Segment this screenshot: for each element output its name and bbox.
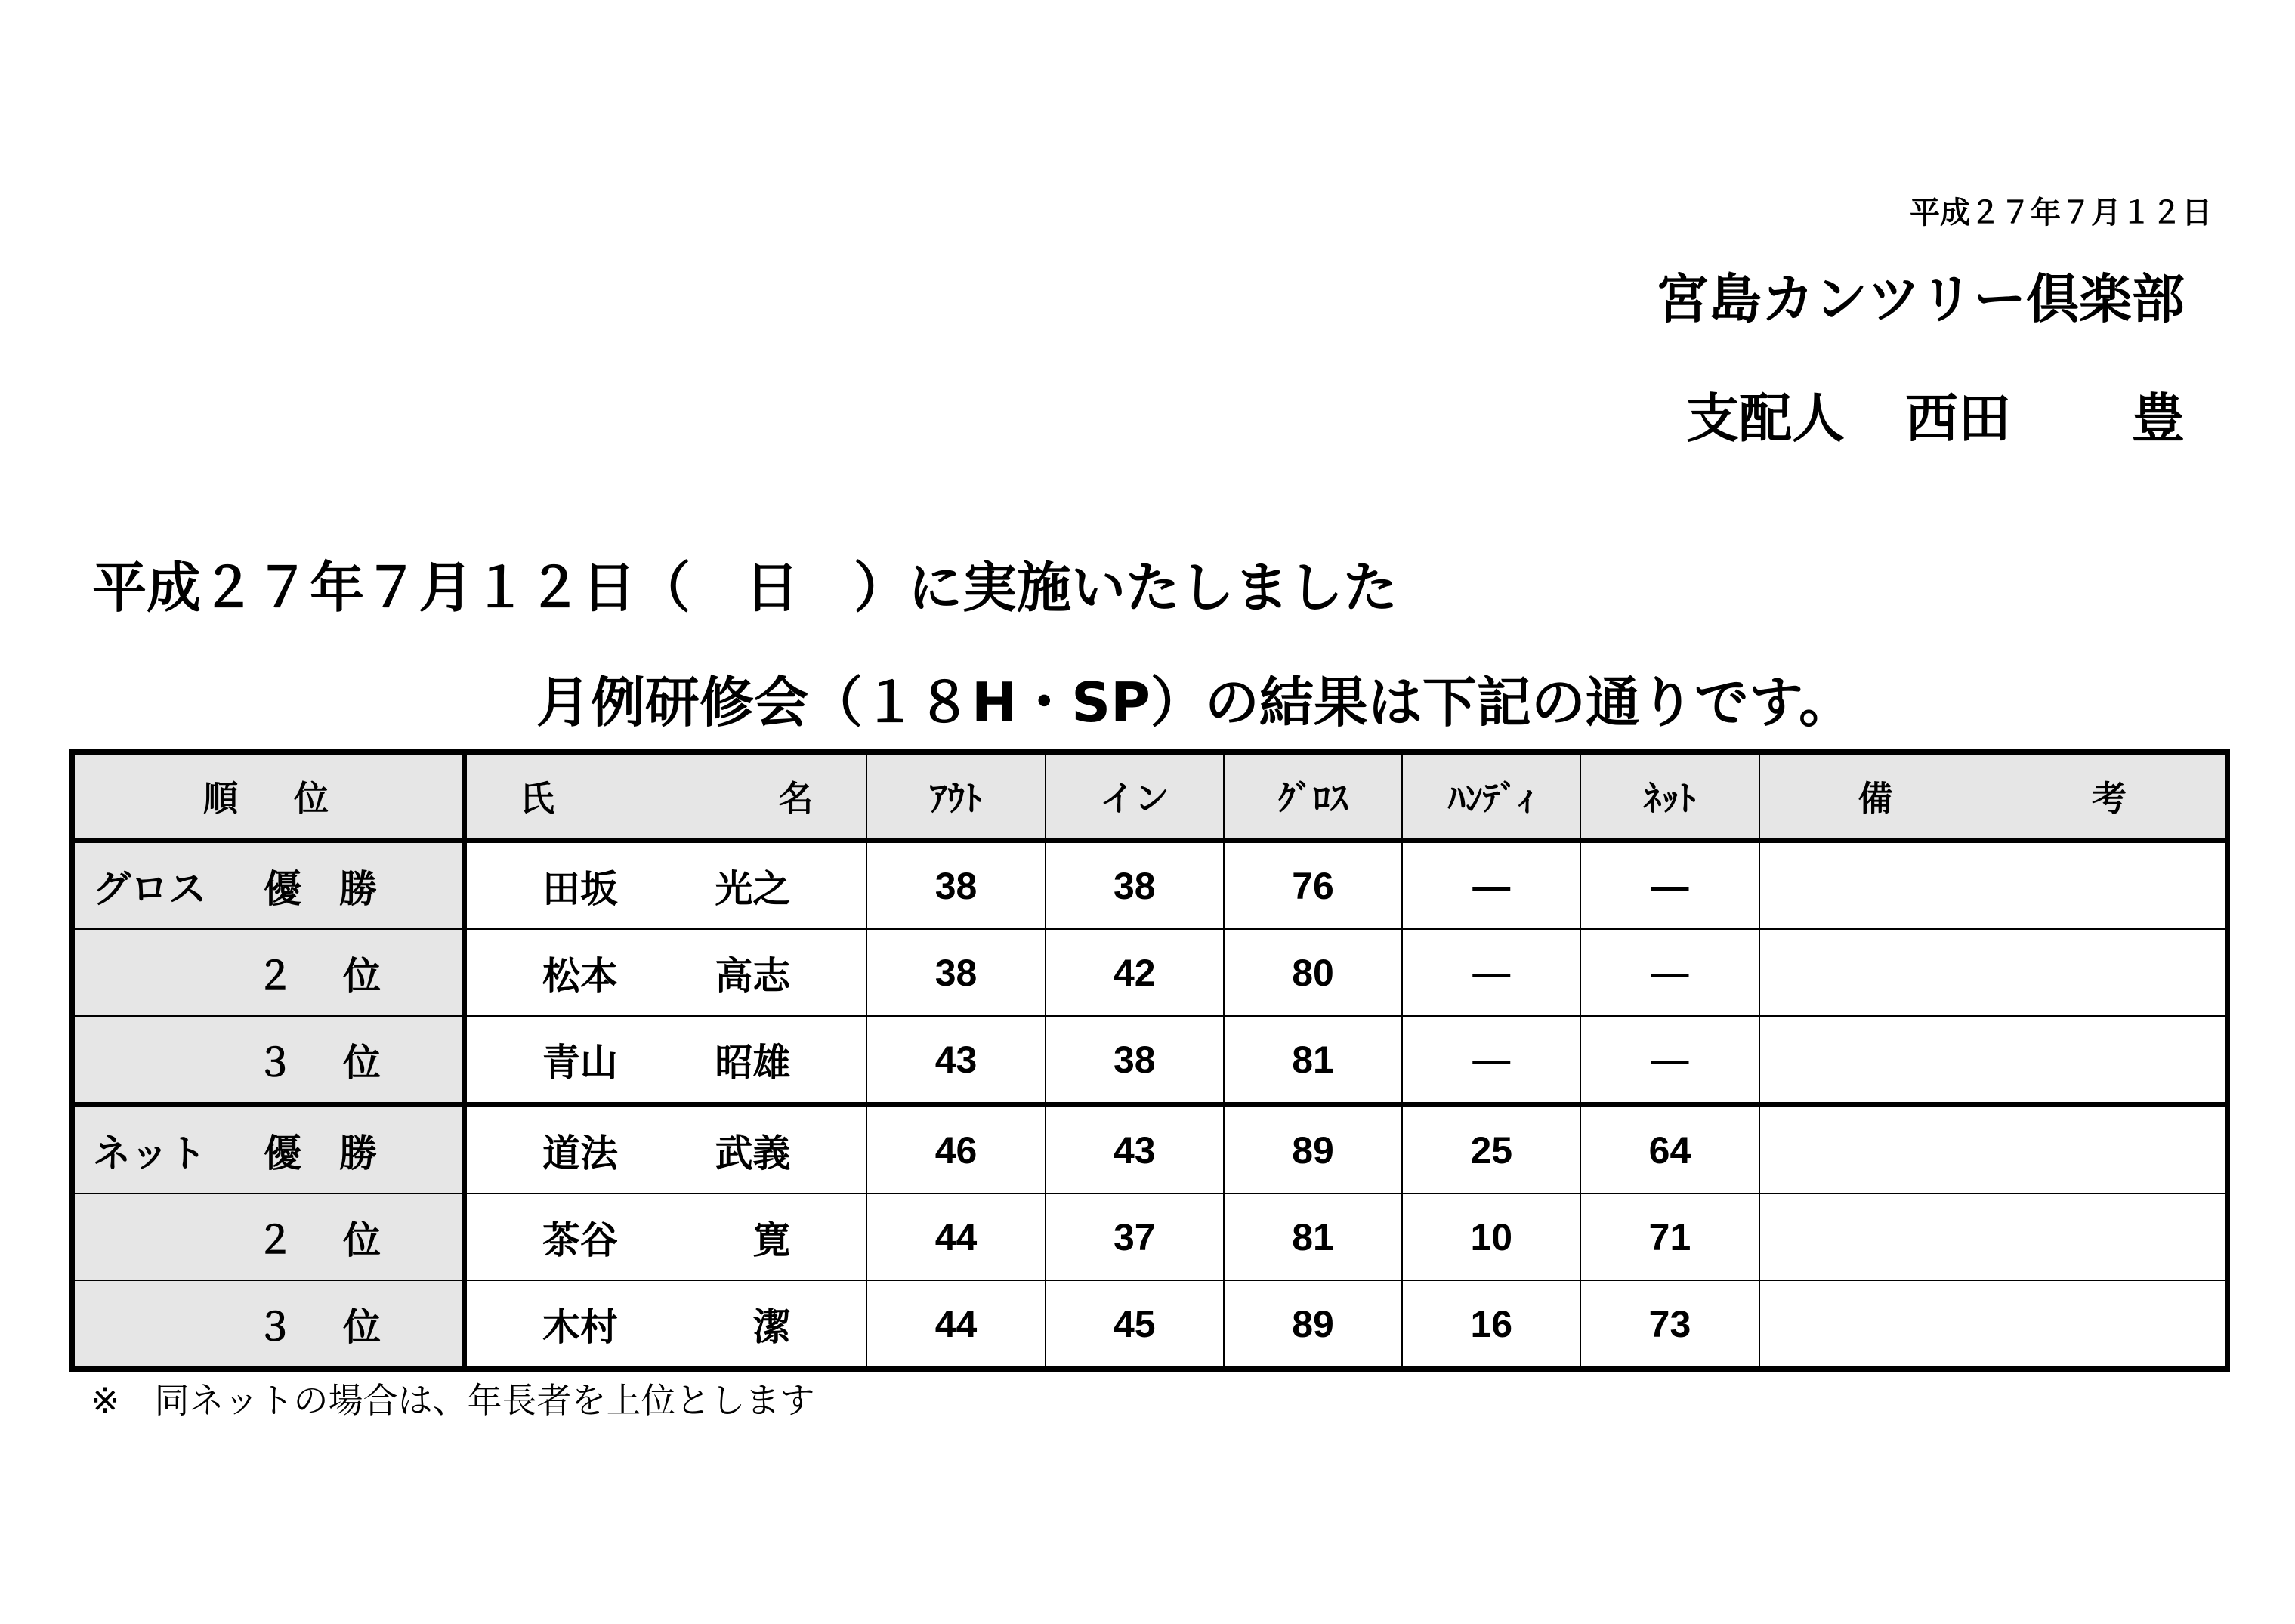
header-gross: ｸﾞﾛｽ (1224, 752, 1402, 841)
rank-number: ３ (256, 1040, 294, 1085)
family-name: 田坂 (542, 866, 618, 911)
in-score: 38 (1046, 1016, 1224, 1105)
net-score: 73 (1580, 1280, 1759, 1369)
rank-label: 位 (343, 953, 381, 998)
in-score: 45 (1046, 1280, 1224, 1369)
remarks (1759, 841, 2228, 930)
family-name: 松本 (542, 953, 618, 998)
out-score: 38 (866, 841, 1045, 930)
family-name: 木村 (542, 1304, 618, 1349)
table-row (73, 929, 2228, 1016)
table-row (73, 1105, 2228, 1194)
handicap: 25 (1402, 1105, 1580, 1194)
remarks (1759, 1105, 2228, 1194)
header-name-left: 氏 (519, 778, 554, 819)
document-date: 平成２７年７月１２日 (1910, 196, 2212, 230)
given-name: 高志 (715, 953, 791, 998)
player-name (464, 1193, 866, 1280)
out-score: 43 (866, 1016, 1045, 1105)
in-score: 37 (1046, 1193, 1224, 1280)
rank-number: ３ (256, 1304, 294, 1349)
family-name: 道法 (542, 1131, 618, 1175)
given-name: 寛 (752, 1218, 791, 1262)
remarks (1759, 1280, 2228, 1369)
header-out: ｱｳﾄ (866, 752, 1045, 841)
player-name (464, 1105, 866, 1194)
rank-cell (73, 1016, 465, 1105)
handicap: ― (1402, 1016, 1580, 1105)
net-score: ― (1580, 1016, 1759, 1105)
header-net: ﾈｯﾄ (1580, 752, 1759, 841)
net-score: 64 (1580, 1105, 1759, 1194)
header-rank-right: 位 (294, 778, 329, 819)
table-row (73, 1016, 2228, 1105)
handicap: 10 (1402, 1193, 1580, 1280)
header-remarks-right: 考 (2092, 778, 2127, 819)
remarks (1759, 1193, 2228, 1280)
manager-given-name: 豊 (2132, 387, 2185, 449)
header-name (464, 752, 866, 841)
header-handicap: ﾊﾝﾃﾞｨ (1402, 752, 1580, 841)
handicap: ― (1402, 929, 1580, 1016)
in-score: 42 (1046, 929, 1224, 1016)
rank-cell (73, 1280, 465, 1369)
handicap: ― (1402, 841, 1580, 930)
results-table (69, 749, 2230, 1372)
net-score: 71 (1580, 1193, 1759, 1280)
rank-label: 優 勝 (264, 1131, 377, 1175)
net-score: ― (1580, 841, 1759, 930)
table-row (73, 841, 2228, 930)
header-in: イン (1046, 752, 1224, 841)
out-score: 46 (866, 1105, 1045, 1194)
rank-label: 位 (343, 1218, 381, 1262)
out-score: 44 (866, 1193, 1045, 1280)
net-score: ― (1580, 929, 1759, 1016)
manager-title: 支配人 (1686, 387, 1845, 449)
header-remarks-left: 備 (1858, 778, 1893, 819)
family-name: 青山 (542, 1040, 618, 1085)
gross-score: 89 (1224, 1280, 1402, 1369)
intro-line-1: 平成２７年７月１２日（ 日 ）に実施いたしました (92, 556, 1398, 619)
rank-number: ２ (256, 953, 294, 998)
handicap: 16 (1402, 1280, 1580, 1369)
rank-label: 位 (343, 1040, 381, 1085)
rank-cell (73, 841, 465, 930)
rank-number: ２ (256, 1218, 294, 1262)
rank-label: 位 (343, 1304, 381, 1349)
table-header-row (73, 752, 2228, 841)
remarks (1759, 929, 2228, 1016)
footnote: ※ 同ネットの場合は、年長者を上位とします (91, 1380, 815, 1421)
in-score: 43 (1046, 1105, 1224, 1194)
gross-score: 81 (1224, 1193, 1402, 1280)
given-name: 光之 (715, 866, 791, 911)
rank-category: グロス (93, 866, 206, 911)
in-score: 38 (1046, 841, 1224, 930)
manager-signature (1686, 376, 2185, 452)
rank-cell (73, 1193, 465, 1280)
rank-cell (73, 1105, 465, 1194)
player-name (464, 929, 866, 1016)
manager-family-name: 西田 (1905, 387, 2011, 449)
header-name-right: 名 (778, 778, 814, 819)
rank-cell (73, 929, 465, 1016)
header-rank-left: 順 (203, 778, 238, 819)
player-name (464, 1016, 866, 1105)
table-row (73, 1280, 2228, 1369)
out-score: 38 (866, 929, 1045, 1016)
club-name: 宮島カンツリー倶楽部 (1656, 268, 2185, 330)
player-name (464, 841, 866, 930)
given-name: 昭雄 (715, 1040, 791, 1085)
table-row (73, 1193, 2228, 1280)
out-score: 44 (866, 1280, 1045, 1369)
gross-score: 81 (1224, 1016, 1402, 1105)
intro-line-2: 月例研修会（１８H・SP）の結果は下記の通りです。 (536, 671, 1854, 734)
header-remarks (1759, 752, 2228, 841)
given-name: 潔 (752, 1304, 791, 1349)
rank-label: 優 勝 (264, 866, 377, 911)
rank-category: ネット (93, 1131, 206, 1175)
gross-score: 80 (1224, 929, 1402, 1016)
gross-score: 76 (1224, 841, 1402, 930)
given-name: 武義 (715, 1131, 791, 1175)
family-name: 茶谷 (542, 1218, 618, 1262)
player-name (464, 1280, 866, 1369)
header-rank (73, 752, 465, 841)
gross-score: 89 (1224, 1105, 1402, 1194)
remarks (1759, 1016, 2228, 1105)
